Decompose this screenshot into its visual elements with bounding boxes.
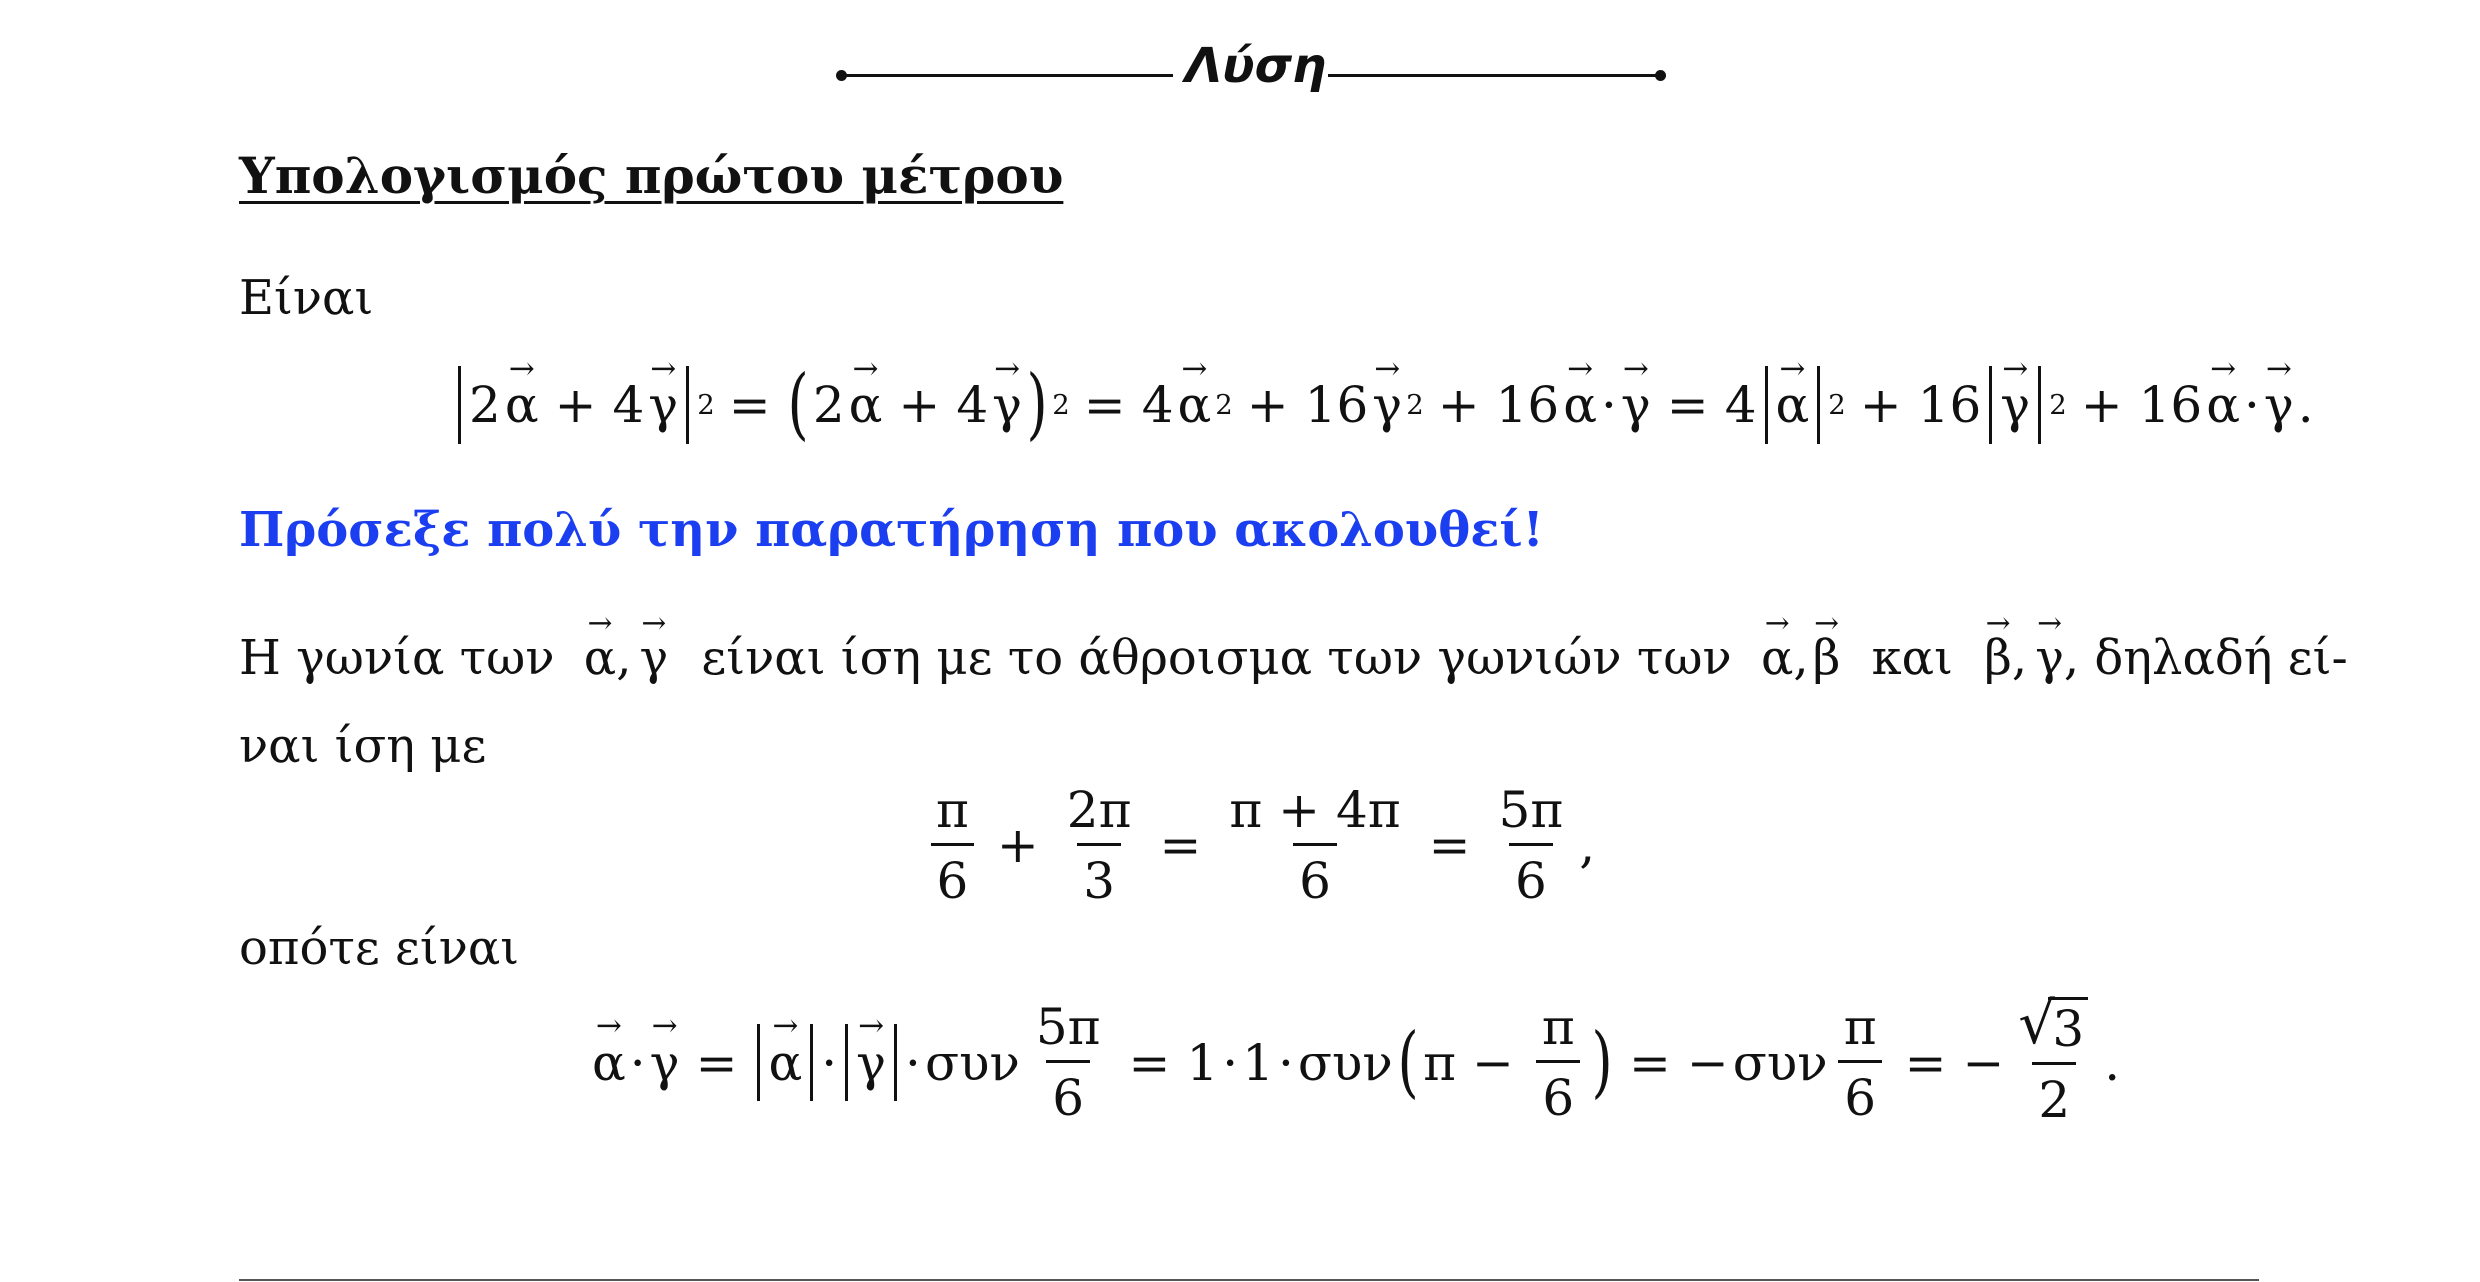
- abs-bar: [458, 366, 461, 444]
- dot-op: ·: [1277, 1033, 1294, 1092]
- dot-op: ·: [821, 1033, 838, 1092]
- denominator: 2: [2032, 1062, 2076, 1129]
- abs-bar: [1989, 366, 1992, 444]
- fraction: [1838, 998, 1883, 1127]
- fraction: [1493, 781, 1570, 910]
- vector-alpha: → α: [768, 1034, 802, 1092]
- pi-symbol: π: [1423, 1033, 1456, 1092]
- title-rule-right: [1328, 74, 1661, 77]
- minus-op: −: [1686, 1033, 1729, 1092]
- coef: 16: [1304, 376, 1369, 434]
- equation-norm-squared: [452, 345, 2316, 465]
- vector-beta: → β: [1984, 630, 2012, 686]
- num-pi: π: [1098, 780, 1132, 839]
- vector-alpha: → α: [1776, 376, 1810, 434]
- comma: ,: [1793, 630, 1809, 686]
- abs-bar: [894, 1024, 897, 1102]
- vector-alpha: → α: [1563, 376, 1597, 434]
- dot-op: ·: [1600, 376, 1617, 434]
- exponent: 2: [1828, 389, 1846, 421]
- plus-op: +: [1437, 376, 1480, 434]
- vector-gamma: → γ: [1372, 376, 1402, 434]
- abs-bar: [757, 1024, 760, 1102]
- equals-op: =: [1083, 376, 1126, 434]
- vector-beta: → β: [1813, 630, 1841, 686]
- fraction: [1061, 781, 1138, 910]
- coef: 16: [2138, 376, 2203, 434]
- numerator: π: [1541, 998, 1575, 1056]
- equals-op: =: [695, 1033, 738, 1092]
- denominator: 6: [1536, 1060, 1580, 1127]
- bottom-rule: [239, 1279, 2259, 1281]
- cos-fn: συν: [1297, 1033, 1393, 1092]
- num-coef: 2: [1066, 780, 1099, 839]
- exponent: 2: [1052, 389, 1070, 421]
- solution-title: Λύση: [1185, 38, 1327, 94]
- vector-alpha: → α: [2206, 376, 2240, 434]
- numerator: π: [936, 780, 969, 839]
- sqrt-three: √ 3: [2048, 997, 2088, 1058]
- numerator: [1223, 781, 1406, 843]
- title-rule-right-dot: [1655, 70, 1666, 81]
- equation-angle-sum: [922, 780, 1597, 910]
- coef: 4: [612, 376, 645, 434]
- exponent: 2: [697, 389, 715, 421]
- coef: 2: [469, 376, 501, 434]
- abs-bar: [1817, 366, 1820, 444]
- abs-bar: [810, 1024, 813, 1102]
- vector-gamma: → γ: [648, 376, 678, 434]
- denominator: 6: [1838, 1060, 1882, 1127]
- dot-op: ·: [1222, 1033, 1239, 1092]
- intro-text: Είναι: [239, 270, 374, 326]
- equals-op: =: [1628, 1033, 1671, 1092]
- comma: ,: [1579, 816, 1596, 874]
- p1-and: και: [1871, 630, 1953, 686]
- then-text: οπότε είναι: [239, 920, 520, 976]
- plus-op: +: [1859, 376, 1902, 434]
- exponent: 2: [1406, 389, 1424, 421]
- fraction: [930, 781, 975, 910]
- vector-gamma: → γ: [1621, 376, 1651, 434]
- vector-gamma: → γ: [856, 1034, 886, 1092]
- num-pi: π: [1229, 780, 1263, 839]
- left-paren: (: [787, 359, 809, 450]
- numerator: π: [1843, 998, 1877, 1056]
- vector-gamma: → γ: [650, 1034, 680, 1092]
- remark-note: Πρόσεξε πολύ την παρατήρηση που ακολουθεί!: [239, 502, 1544, 558]
- fraction: [1536, 998, 1581, 1127]
- comma: ,: [2011, 630, 2028, 686]
- dot-op: ·: [905, 1033, 921, 1092]
- period: .: [2104, 1033, 2121, 1092]
- period: .: [2297, 376, 2314, 434]
- fraction: [1223, 781, 1406, 910]
- p1-start: Η γωνία των: [239, 630, 555, 686]
- vector-gamma: → γ: [639, 630, 668, 686]
- dot-op: ·: [2243, 376, 2260, 434]
- plus-op: +: [554, 376, 597, 434]
- angle-paragraph-line1: [239, 630, 2348, 686]
- coef: 16: [1495, 376, 1560, 434]
- coef: 16: [1917, 376, 1982, 434]
- num-coef: 5: [1498, 780, 1531, 839]
- vector-alpha: → α: [1178, 376, 1212, 434]
- num-coef: 4: [1335, 780, 1368, 839]
- coef: 2: [812, 376, 845, 434]
- num-one: 1: [1186, 1033, 1219, 1092]
- section-heading: Υπολογισμός πρώτου μέτρου: [239, 146, 1064, 205]
- denominator: 6: [931, 843, 975, 910]
- plus-op: +: [1246, 376, 1289, 434]
- equals-op: =: [1666, 376, 1709, 434]
- numerator: [1493, 781, 1570, 843]
- num-plus: +: [1278, 780, 1321, 839]
- numerator: [2014, 997, 2094, 1062]
- p1-end: , δηλαδή εί-: [2063, 630, 2348, 686]
- coef: 4: [1141, 376, 1174, 434]
- equals-op: =: [728, 376, 771, 434]
- vector-alpha: → α: [505, 376, 539, 434]
- vector-gamma: → γ: [992, 376, 1022, 434]
- denominator: 6: [1046, 1060, 1090, 1127]
- title-rule-left: [840, 74, 1173, 77]
- fraction: [1030, 998, 1107, 1127]
- equals-op: =: [1159, 816, 1202, 874]
- denominator: 6: [1293, 843, 1337, 910]
- left-paren: (: [1397, 1016, 1419, 1107]
- angle-paragraph-line2: ναι ίση με: [239, 718, 487, 774]
- fraction: [2014, 997, 2094, 1129]
- vector-gamma: → γ: [2264, 376, 2294, 434]
- vector-alpha: → α: [592, 1034, 626, 1092]
- cos-fn: συν: [924, 1033, 1020, 1092]
- vector-alpha: → α: [849, 376, 883, 434]
- comma: ,: [616, 630, 632, 686]
- abs-bar: [1765, 366, 1768, 444]
- num-one: 1: [1242, 1033, 1274, 1092]
- abs-bar: [2038, 366, 2041, 444]
- abs-bar: [686, 366, 689, 444]
- exponent: 2: [2049, 389, 2067, 421]
- equals-op: =: [1428, 816, 1471, 874]
- num-pi: π: [1367, 780, 1401, 839]
- numerator: [1030, 998, 1107, 1060]
- cos-fn: συν: [1732, 1033, 1828, 1092]
- equation-dot-product: [590, 990, 2122, 1135]
- right-paren: ): [1026, 359, 1048, 450]
- vector-alpha: → α: [584, 630, 616, 686]
- vector-gamma: → γ: [2000, 376, 2030, 434]
- numerator: [1061, 781, 1138, 843]
- equals-op: =: [1904, 1033, 1947, 1092]
- denominator: 3: [1077, 843, 1121, 910]
- num-pi: π: [1530, 780, 1564, 839]
- vector-alpha: → α: [1761, 630, 1793, 686]
- right-paren: ): [1591, 1016, 1613, 1107]
- coef: 4: [1724, 376, 1757, 434]
- plus-op: +: [898, 376, 941, 434]
- vector-gamma: → γ: [2035, 630, 2064, 686]
- plus-op: +: [2080, 376, 2123, 434]
- coef: 4: [956, 376, 989, 434]
- minus-op: −: [1471, 1033, 1514, 1092]
- minus-op: −: [1962, 1033, 2005, 1092]
- dot-op: ·: [629, 1033, 646, 1092]
- denominator: 6: [1509, 843, 1553, 910]
- plus-op: +: [996, 816, 1039, 874]
- abs-bar: [845, 1024, 848, 1102]
- num-coef: 5: [1035, 998, 1068, 1056]
- p1-mid: είναι ίση με το άθροισμα των γωνιών των: [701, 630, 1732, 686]
- num-pi: π: [1067, 998, 1101, 1056]
- exponent: 2: [1215, 389, 1233, 421]
- equals-op: =: [1128, 1033, 1171, 1092]
